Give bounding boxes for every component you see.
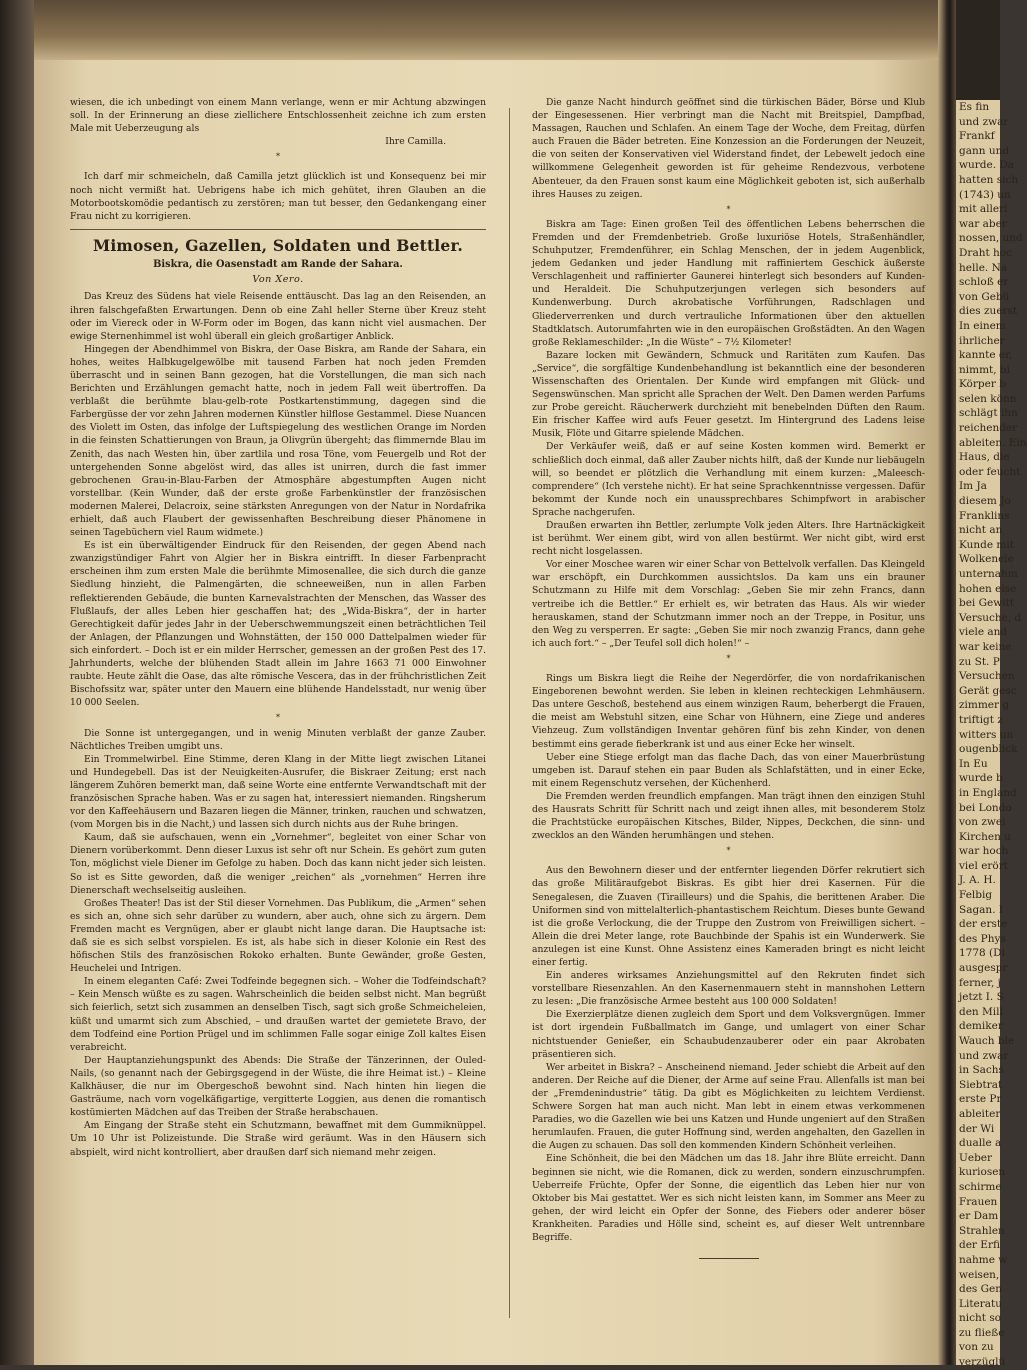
next-page-line: 1778 (Di [959,947,1005,960]
right-column [532,96,925,1259]
paragraph: Vor einer Moschee waren wir einer Schar von Bettelvolk verfallen. Das Kleingeld war erschöpft, ein Durchkommen aussichtslos. Da kam uns ein brauner Schutzmann zu Hilfe mit dem Vorschlag: „Geben Sie mir zehn Francs, dann vertreibe ich die Bettler.“ Er erhielt es, wir betraten das Haus. Als wir wieder herauskamen, stand der Schutzmann immer noch an der Treppe, in Positur, uns den Weg zu versperren. Er sagte: „Geben Sie mir noch zwanzig Francs, dann gehe ich auch fort.“ – „Der Teufel soll dich holen!“ – [532,559,925,649]
article-byline: Von Xero. [252,274,304,286]
next-page-line: der Erfi [959,1239,1000,1252]
next-page-line: Im Ja [959,480,987,493]
next-page-line: von Gebü [959,290,1010,303]
next-page-line: In einem [959,319,1006,332]
next-page-line: hohen eise [959,582,1017,595]
next-page-line: Es fin [959,101,990,113]
next-page-line: war hoch [959,845,1009,858]
next-page-line: von zu [959,1341,994,1354]
next-page-line: zu fließe [959,1326,1005,1339]
next-page-line: Franklins [959,509,1010,522]
article-end-rule [699,1258,759,1259]
next-page-line: nahme w [959,1253,1008,1266]
next-page-line: triftigt z [959,713,1003,726]
next-page-line: Versuche, d [959,611,1022,624]
paragraph: Die Exerzierplätze dienen zugleich dem Sport und dem Volksvergnügen. Immer ist dort irgendein Fußballmatch im Gange, und umlagert von einer Schar nichtstuender Genießer, ein Schaubudenzauberer oder ein paar Akrobaten präsentieren sich. [532,1009,925,1060]
next-page-line: Strahlen [959,1224,1005,1237]
next-page-line: zimmer g [959,699,1010,712]
paragraph: Großes Theater! Das ist der Stil dieser Vornehmen. Das Publikum, die „Armen“ sehen es sich an, ohne sich sehr darüber zu wundern, aber auch, ohne sich zu ärgern. Dem Fremden macht es Vergnügen, aber er glaubt nicht lange daran. Die Hauptsache ist: daß sie es sich selbst vorspielen. Es ist, als habe sich in dieser Kolonie ein Rest des höfischen Stils des französischen Rokoko erhalten. Bunte Gewänder, große Gesten, Heuchelei und Intrigen. [70,897,486,975]
next-page-edge-text [956,100,1027,1369]
next-page-line: ausgespr [959,962,1008,975]
next-page-line: Gerät gesc [959,684,1017,697]
next-page-line: ableiten. Ein [959,436,1027,449]
paragraph: Der Verkäufer weiß, daß er auf seine Kosten kommen wird. Bemerkt er schließlich doch einmal, daß aller Zauber nichts hilft, daß der Kunde nur liebäugeln will, so beendet er plötzlich die Verhandlung mit einem kurzen: „Maleesch-comprendere“ (Ich verstehe nicht). Er hat seine Sprachkenntnisse vergessen. Dafür bekommt der Kunde noch ein unaussprechbares Schimpfwort in arabischer Sprache nachgerufen. [532,441,925,518]
next-page-line: er Dam [959,1210,999,1223]
page-gutter [938,0,958,1365]
paragraph: Ich darf mir schmeicheln, daß Camilla jetzt glücklich ist und Konsequenz bei mir noch nicht vermißt hat. Uebrigens habe ich mich gehütet, ihren Glauben an die Motorbootskomödie pedantisch zu zerstören; man tut besser, den Gedankengang einer Frau nicht zu korrigieren. [70,171,486,222]
paragraph: Am Eingang der Straße steht ein Schutzmann, bewaffnet mit dem Gummiknüppel. Um 10 Uhr ist Polizeistunde. Die Straße wird geräumt. Was in den Häusern sich abspielt, wird nicht kontrolliert, aber draußen darf sich niemand mehr zeigen. [70,1120,486,1158]
article-divider [70,229,486,230]
signature-line: Ihre Camilla. [385,136,446,148]
next-page-line: bei Gewitt [959,597,1015,610]
article-section [532,218,925,650]
next-page-line: viele and [959,626,1008,639]
next-page-line: wurde b [959,772,1003,785]
next-page-top-edge [956,0,1000,100]
next-page-line: der Wi [959,1122,995,1135]
next-page-line: schlägt ihn [959,407,1018,420]
next-page-line: in Sachs [959,1064,1004,1077]
asterisk-separator: * [276,713,280,723]
next-page-line: schloß er [959,276,1009,289]
paragraph: Bazare locken mit Gewändern, Schmuck und Raritäten zum Kaufen. Das „Service“, die sorgfältige Kundenbehandlung ist bekanntlich eine der besonderen Wissenschaften des Orientalen. Der Kunde wird empfangen mit Glück- und Segenswünschen. Man spricht alle Sprachen der Welt. Den Damen werden Parfums zur Probe gereicht. Räucherwerk durchzieht mit benebelnden Düften den Raum. Ein frischer Kaffee wird aufs Feuer gesetzt. Im Hintergrund des Ladens leise Musik, Flöte und Gitarre spielende Mädchen. [532,349,925,440]
next-page-line: selen könn [959,392,1017,405]
next-page-line: Körper b [959,378,1006,391]
next-page-line: nicht an [959,524,1003,537]
next-page-line: in England [959,786,1017,799]
asterisk-separator: * [726,204,731,214]
paragraph: Es ist ein überwältigender Eindruck für den Reisenden, der gegen Abend nach zwanzigstündiger Fahrt von Algier her in Biskra eintrifft. In dieser Farbenpracht erscheinen ihm zum ersten Male die berühmte Mimosenallee, die sich durch die ganze Siedlung hinzieht, die Palmengärten, die schneeweißen, nun in allen Farben reflektierenden Gebäude, die bunten Karnevalstrachten der Menschen, das Wasser des Flußlaufs, der alles Leben hier geschaffen hat; des „Wida-Biskra“, der in harter Gerechtigkeit dafür jedes Jahr in der Ueberschwemmungszeit einen beträchtlichen Teil der Anlagen, der Pflanzungen und Wohnstätten, der 150 000 Dattelpalmen wieder für sich einfordert. – Doch ist er ein milder Herrscher, gemessen an der großen Pest des 17. Jahrhunderts, welche der blühenden Stadt allein im Jahre 1663 71 000 Einwohner raubte. Heute zählt die Oase, das alte römische Vescera, das in der frühchristlichen Zeit Bischofssitz war, später unter den Mauern eine blühende Handelsstadt, nur wenig über 10 000 Seelen. [70,540,486,709]
next-page-line: Wolkenele [959,553,1014,566]
next-page-line: Kirchen u [959,830,1011,843]
next-page-line: oder feucht [959,465,1021,478]
next-page-line: Sagan. I [959,903,1004,916]
next-page-line: mit allerl [959,203,1008,216]
article-section [532,96,925,201]
next-page-line: Draht hoc [959,246,1012,259]
paragraph: Rings um Biskra liegt die Reihe der Negerdörfer, die von nordafrikanischen Eingeborenen bewohnt werden. Sie leben in kleinen rechteckigen Lehmhäusern. Das untere Geschoß, bestehend aus einem winzigen Raum, beherbergt die Frauen, die meist am Webstuhl sitzen, eine Schar von Hühnern, eine Ziege und anderes Viehzeug. Zum vollständigen Inventar gehören fünf bis zehn Kinder, von denen bestimmt eins gerade fieberkrank ist und aus einer Ecke her winselt. [532,673,925,750]
next-page-line: Wauch ble [959,1035,1015,1047]
article-headline: Mimosen, Gazellen, Soldaten und Bettler. [92,236,463,256]
column-divider [509,108,510,1318]
book-binding [0,0,34,1365]
next-page-line: zu St. P [959,655,1000,668]
next-page-line: viel erört [959,859,1008,872]
paragraph: wiesen, die ich unbedingt von einem Mann verlange, wenn er mir Achtung abzwingen soll. In der Erinnerung an diese ziellichere Entschlossenheit zeichne ich zum ersten Male mit Ueberzeugung als [70,97,486,135]
next-page-line: Versuchen [959,670,1015,683]
article-section [532,864,925,1244]
asterisk-separator: * [276,152,280,162]
paragraph: Kaum, daß sie aufschauen, wenn ein „Vornehmer“, begleitet von einer Schar von Dienern vorüberkommt. Denn dieser Luxus ist sehr oft nur Schein. Es gehört zum guten Ton, möglichst viele Diener im Gefolge zu haben. Doch das kann nicht jeder sich leisten. So ist es Sitte geworden, daß die weniger „reichen“ als „vornehmen“ Herren ihre Dienerschaft wechselseitig ausleihen. [70,832,486,896]
next-page-line: ableiter [959,1107,1001,1120]
next-page-line: Haus, die [959,451,1010,464]
next-page-line: und zwar [959,115,1009,128]
story-intro [70,96,486,135]
page-top-edge [34,0,946,62]
paragraph: Draußen erwarten ihn Bettler, zerlumpte Volk jeden Alters. Ihre Hartnäckigkeit ist berühmt. Wer einem gibt, wird von allen bestürmt. Wer nicht gibt, wird erst recht nicht losgelassen. [532,520,925,558]
paragraph: Die Sonne ist untergegangen, und in wenig Minuten verblaßt der ganze Zauber. Nächtliches Treiben umgibt uns. [70,727,486,752]
paragraph: Ueber eine Stiege erfolgt man das flache Dach, das von einer Mauerbrüstung umgeben ist. Darauf stehen ein paar Buden als Schlafstätten, und in einer Ecke, mit einem Regenschutz versehen, der Küchenherd. [532,751,925,789]
paragraph: Das Kreuz des Südens hat viele Reisende enttäuscht. Das lag an den Reisenden, an ihren falschgefaßten Erwartungen. Denn ob eine Zahl heller Sterne über Kreuz steht oder im Viereck oder in W-Form oder im Bogen, das kann nicht viel ausmachen. Der ewige Sternenhimmel ist wohl überall ein gleich großartiger Anblick. [70,291,486,342]
paragraph: Ein Trommelwirbel. Eine Stimme, deren Klang in der Mitte liegt zwischen Litanei und Hundegebell. Das ist der Neuigkeiten-Ausrufer, die Biskraer Zeitung; erst nach längerem Zuhören bemerkt man, daß seine Worte eine entfernte Verwandtschaft mit der französischen Sprache haben. Was er zu sagen hat, interessiert niemanden. Ringsherum vor den Kaffeehäusern und Bazaren liegen die Männer, trinken, rauchen und schwatzen, (vom Morgen bis in die Nacht,) und lassen sich durch nichts aus der Ruhe bringen. [70,753,486,831]
next-page-line: hatten sich [959,173,1019,186]
next-page-line: des Phys [959,932,1006,945]
next-page-line: bei Londo [959,801,1012,814]
paragraph: Wer arbeitet in Biskra? – Anscheinend niemand. Jeder schiebt die Arbeit auf den anderen. Der Reiche auf die Diener, der Arme auf seine Frau. Allenfalls ist man bei der „Fremdenindustrie“ tätig. Da gibt es Möglichkeiten zu leichtem Verdienst. Schwere Sorgen hat man auch nicht. Man lebt in einem etwas verkommenen Paradies, wo die Gazellen wie bei uns Katzen und Hunde ungeniert auf den Straßen herumlaufen. Frauen, die guter Hoffnung sind, werden angehalten, den Gazellen in die Augen zu schauen. Das soll den kommenden Kindern Schönheit verleihen. [532,1061,925,1152]
next-page-line: weisen, [959,1268,1000,1281]
left-column [70,96,486,1159]
next-page-line: Frauen [959,1195,998,1208]
paragraph: Die ganze Nacht hindurch geöffnet sind die türkischen Bäder, Börse und Klub der Eingesessenen. Hier verbringt man die Nacht mit Breitspiel, Dampfbad, Massagen, Rauchen und Schlafen. An einem Tage der Woche, dem Freitag, dürfen auch Frauen die Bäder betreten. Eine Konzession an die Forderungen der Neuzeit, die von seiten der Konservativen viel Widerstand findet, der Lebewelt jedoch eine willkommene Gelegenheit geworden ist für geheime Rendezvous, verbotene Abenteuer, da den Frauen sonst kaum eine Möglichkeit geboten ist, sich außerhalb ihres Hauses zu zeigen. [532,97,925,200]
article-subheadline: Biskra, die Oasenstadt am Rande der Sahara. [153,259,403,271]
next-page-line: J. A. H. [959,874,996,887]
next-page-line: unternahm [959,568,1018,580]
article-section [532,672,925,842]
next-page-line: ihrlicher [959,334,1005,347]
next-page-line: helle. Na [959,261,1008,274]
paragraph: Die Fremden werden freundlich empfangen. Man trägt ihnen den einzigen Stuhl des Hausrats Schritt für Schritt nach und zeigt ihnen alles, mit besonderem Stolz die Prachtstücke europäischen Kitsches, Bilder, Nippes, Deckchen, die sinn- und zwecklos an den Wänden herumhängen und stehen. [532,790,925,842]
next-page-line: dies zuerst [959,305,1018,318]
next-page-line: erste Pr [959,1093,1002,1106]
next-page-line: von zwei [959,816,1006,829]
paragraph: Aus den Bewohnern dieser und der entfernter liegenden Dörfer rekrutiert sich das große Militäraufgebot Biskras. Es gibt hier drei Kasernen. Für die Senegalesen, die Zuaven (Tirailleurs) und die Spahis, die berittenen Araber. Die Uniformen sind von mittelalterlich-phantastischem Reichtum. Dieses bunte Gewand ist die große Verlockung, die der Truppe den Zustrom von Freiwilligen sichert. – Allein die drei Meter lange, rote Bauchbinde der Spahis ist ein Wunderwerk. Sie anzulegen ist eine Kunst. Ohne Assistenz eines Kameraden bringt es nicht leicht einer fertig. [532,865,925,968]
next-page-line: Felbig [959,889,993,902]
next-page-line: kuriosen [959,1166,1006,1179]
next-page-line: war keine [959,640,1012,653]
next-page-line: nicht so [959,1312,1002,1325]
next-page-line: ferner, j [959,976,1001,989]
next-page-line: witters un [959,728,1014,741]
next-page-line: reichender [959,422,1018,435]
article-section [70,727,486,1159]
next-page-line: schirme [959,1180,1002,1193]
next-page-line: der erste [959,918,1008,931]
next-page-line: kannte er, [959,349,1013,362]
paragraph: Der Hauptanziehungspunkt des Abends: Die Straße der Tänzerinnen, der Ouled-Nails, (so genannt nach der Gebirgsgegend in der Wüste, die ihre Heimat ist.) – Kleine Kalkhäuser, die nur im Obergeschoß bewohnt sind. Nach hinten hin liegen die Gasträume, nach vorn vogelkäfigartige, vergitterte Loggien, aus denen die romantisch kostümierten Mädchen auf das Treiben der Straße herabschauen. [70,1054,486,1119]
next-page-line: Siebtrat [959,1078,1003,1091]
next-page-line: Frankf [959,130,995,143]
paragraph: Eine Schönheit, die bei den Mädchen um das 18. Jahr ihre Blüte erreicht. Dann beginnen sie nicht, wie die Romanen, dick zu werden, sondern einzuschrumpfen. Ueberreife Früchte, Opfer der Sonne, die eigentlich das Leben hier nur von Oktober bis Mai gestattet. Wer es sich nicht leisten kann, im Sommer ans Meer zu gehen, der wird leicht ein Opfer der Sonne, des Fiebers oder anderer böser Krankheiten. Paradies und Hölle sind, scheint es, auf dieser Welt untrennbare Begriffe. [532,1153,925,1243]
next-page-line: Ueber [959,1151,993,1164]
paragraph: Biskra am Tage: Einen großen Teil des öffentlichen Lebens beherrschen die Fremden und der Fremdenbetrieb. Große luxuriöse Hotels, Straßenhändler, Schuhputzer, Fremdenführer, ein Schlag Menschen, der in jedem Augenblick, jedem Gedanken und jeder Handlung mit raffiniertem Geschick äußerste Verschlagenheit und raffinierter Gaunerei hinterlegt sich besonders auf Kunden- und Heraldeit. Die Schuhputzerjungen verlegen sich besonders auf Kundenwerbung. Durch akrobatische Vorführungen, Radschlagen und Gliederverrenken und durch vertrauliche Informationen über den aktuellen Stadtklatsch. Autorumfahrten wie in den europäischen Großstädten. An den Wagen große Reklameschilder: „In die Wüste“ – 7½ Kilometer! [532,218,925,348]
asterisk-separator: * [726,846,731,856]
paragraph: Ein anderes wirksames Anziehungsmittel auf den Rekruten findet sich vorstellbare Riesenzahlen. An den Kasernenmauern steht in mannshohen Lettern zu lesen: „Die französische Armee besteht aus 100 000 Soldaten! [532,970,925,1008]
next-page-line: Kunde mit [959,538,1014,551]
asterisk-separator: * [726,653,731,663]
paragraph: Hingegen der Abendhimmel von Biskra, der Oase Biskra, am Rande der Sahara, ein hohes, weites Halbkugelgewölbe mit tausend Farben hat noch jeden Fremden überrascht und in seinen Bann gezogen, hat die Vorstellungen, die man sich nach Berichten und Erzählungen gemacht hatte, noch in jedem Fall weit übertroffen. Da verblaßt die berühmte blau-gelb-rote Postkartenstimmung, dagegen sind die Farbergüsse der vor zehn Jahren modernen Künstler hilflose Gestammel. Diese Nuancen des Violett im Osten, das infolge der Luftspiegelung des westlichen Orange im Norden in die feinsten Schattierungen von Braun, ja Olivgrün übergeht; das flimmernde Blau im Zenith, das nach Westen hin, über zartlila und rosa Töne, vom Feuergelb und Rot der untergehenden Sonne abgelöst wird, das alles ist unirren, durch die fast immer gebrochenen Grau-in-Blau-Farben der Atmosphäre abgestumpften Augen nicht vorstellbar. (Kein Wunder, daß der erste große Farbenkünstler der französischen modernen Malerei, Delacroix, seine stärksten Anregungen von der Natur in Nordafrika erhielt, daß auch Flaubert der gewissenhaften Beschreibung dieser Phänomene in seinen Tagebüchern viel Raum widmete.) [70,343,486,539]
next-page-line: war aber [959,217,1007,230]
next-page-line: gann und [959,144,1010,157]
next-page-line: dualle a [959,1137,1002,1150]
next-page-line: nimmt, bi [959,363,1011,376]
next-page-line: demiker [959,1020,1003,1033]
next-page-line: (1743) un [959,188,1011,201]
next-page-line: wurde. Da [959,159,1015,172]
next-page-line: verzüglü [959,1356,1006,1369]
next-page-line: nossen, und [959,232,1023,245]
next-page-line: den Mill [959,1005,1003,1018]
next-page-line: Literatu [959,1297,1003,1310]
next-page-line: jetzt I. S [959,991,1004,1004]
article-section [70,290,486,709]
next-page-line: und zwar [959,1049,1009,1062]
next-page-line: diesem Jo [959,495,1011,508]
next-page-line: In Eu [959,757,988,770]
next-page-line: des Gen [959,1283,1003,1296]
next-page-line: ougenblick [959,743,1018,756]
paragraph: In einem eleganten Café: Zwei Todfeinde begegnen sich. – Woher die Todfeindschaft? – Kein Mensch wüßte es zu sagen. Wahrscheinlich die beiden selbst nicht. Man begrüßt sich feierlich, setzt sich zusammen an denselben Tisch, sagt sich große Schmeicheleien, küßt und umarmt sich zum Abschied, – und draußen wartet der gemietete Bravo, der dem Todfeind eine Portion Prügel und im schlimmen Falle sogar einige Zoll kaltes Eisen verabreicht. [70,976,486,1053]
